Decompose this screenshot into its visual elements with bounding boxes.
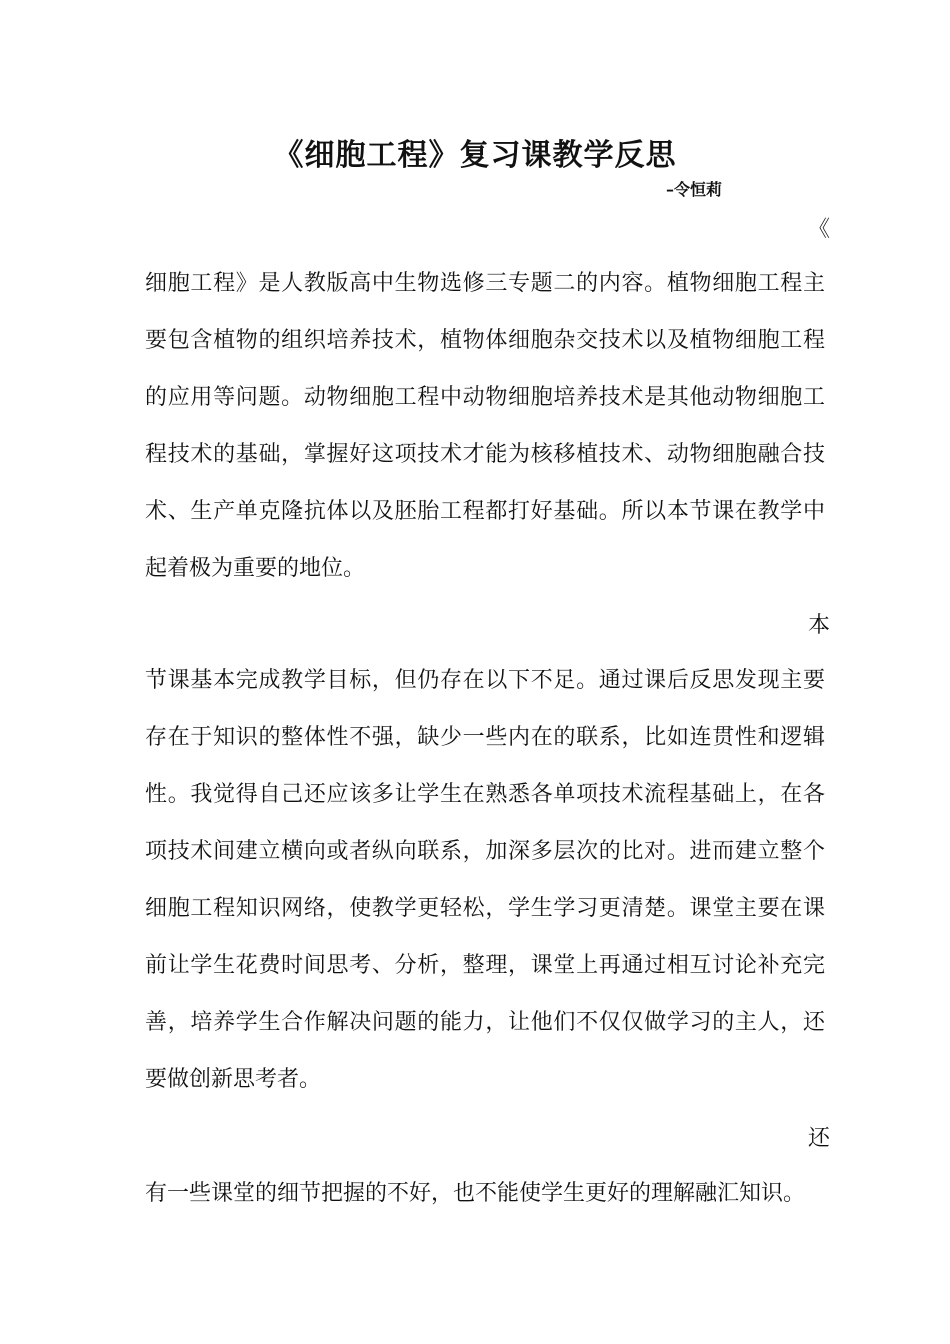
paragraph-2-body: 节课基本完成教学目标，但仍存在以下不足。通过课后反思发现主要存在于知识的整体性不强，缺少一些内在的联系，比如连贯性和逻辑性。我觉得自己还应该多让学生在熟悉各单项技术流程基础上，在各项技术间建立横向或者纵向联系，加深多层次的比对。进而建立整个细胞工程知识网络，使教学更轻松，学生学习更清楚。课堂主要在课前让学生花费时间思考、分析，整理，课堂上再通过相互讨论补充完善，培养学生合作解决问题的能力，让他们不仅仅做学习的主人，还要做创新思考者。	[145, 668, 825, 1092]
author-name: –令恒莉	[666, 180, 723, 199]
paragraph-3-body: 有一些课堂的细节把握的不好，也不能使学生更好的理解融汇知识。	[145, 1181, 806, 1206]
paragraph-3-lead: 还	[807, 1126, 830, 1151]
paragraph-2-lead: 本	[807, 613, 830, 638]
paragraph-1-lead: 《	[807, 217, 830, 242]
document-title: 《细胞工程》复习课教学反思	[273, 138, 677, 173]
paragraph-1-body: 细胞工程》是人教版高中生物选修三专题二的内容。植物细胞工程主要包含植物的组织培养技术，植物体细胞杂交技术以及植物细胞工程的应用等问题。动物细胞工程中动物细胞培养技术是其他动物细胞工程技术的基础，掌握好这项技术才能为核移植技术、动物细胞融合技术、生产单克隆抗体以及胚胎工程都打好基础。所以本节课在教学中起着极为重要的地位。	[145, 271, 825, 581]
